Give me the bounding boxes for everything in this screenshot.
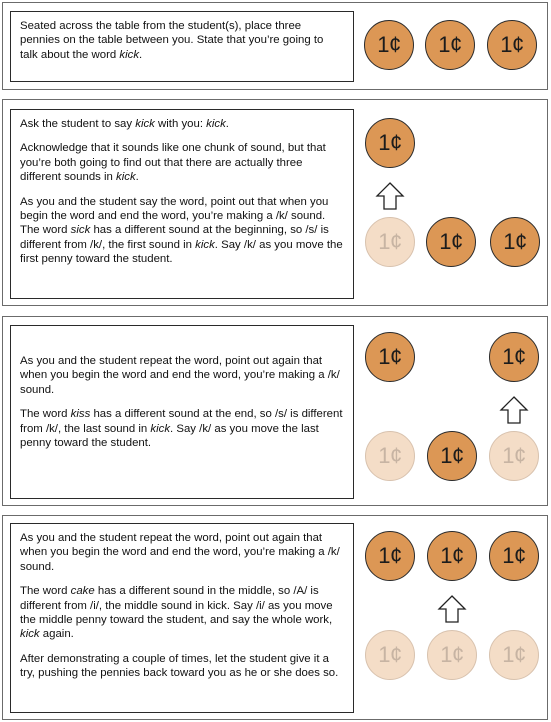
penny-label: 1¢ [378,229,402,254]
instruction-text: . Say /k/ as you move the first penny toward the student. [20,238,343,266]
penny-ghost-first [365,431,415,481]
instruction-paragraph [20,354,344,397]
instruction-text: After demonstrating a couple of times, let the student give it a try, pushing the pennies back toward you as he or she does so. [20,652,339,680]
penny-middle [427,431,477,481]
instruction-text: Acknowledge that it sounds like one chunk of sound, but that you’re both going to find out that there are actually three different sounds in [20,142,326,184]
instruction-text: As you and the student repeat the word, point out again that when you begin the word and end the word, you’re making a /k/ sound. [20,532,340,573]
penny-label: 1¢ [440,543,464,568]
example-word: kiss [70,408,91,421]
example-word: kick [20,628,40,641]
instruction-paragraph [20,584,344,642]
instruction-text: As you and the student say the word, point out that when you begin the word and end the word, you’re making a /k/ sound. The word [20,195,329,237]
step-3-panel [2,316,548,506]
step-2-panel [2,99,548,306]
arrow-up-icon [499,395,529,425]
instruction-text: with you: [154,118,207,130]
instruction-text: . [225,118,229,130]
penny-label: 1¢ [378,130,402,155]
instruction-text: . [135,171,139,184]
example-word: kick [119,48,140,61]
penny-label: 1¢ [440,642,464,667]
penny-label: 1¢ [500,32,524,57]
penny-label: 1¢ [439,229,463,254]
step-4-panel [2,515,548,720]
penny-label: 1¢ [502,344,526,369]
example-word: kick [135,118,155,130]
penny-ghost-last [489,431,539,481]
step-1-instructions [10,11,354,82]
penny-label: 1¢ [502,443,526,468]
penny-moved-last [489,332,539,382]
penny-right [490,217,540,267]
instruction-text: has a different sound in the middle, so /A/ is different from /i/, the middle sound in kick. Say /i/ as you move the middle penny toward the student, and say the whole work, [20,585,333,627]
instruction-text: . [139,48,143,61]
penny-label: 1¢ [378,344,402,369]
penny-ghost-first [365,217,415,267]
example-word: kick [150,422,171,435]
instruction-paragraph [20,19,344,62]
penny-right [487,20,537,70]
example-word: kick [195,238,215,251]
penny-label: 1¢ [378,642,402,667]
instruction-text: again. [39,628,74,641]
penny-moved-first [365,118,415,168]
penny-moved-first [365,531,415,581]
instruction-text: The word [20,408,71,421]
instruction-paragraph [20,652,344,681]
penny-label: 1¢ [440,443,464,468]
step-3-instructions [10,325,354,499]
penny-label: 1¢ [438,32,462,57]
instruction-paragraph [20,117,344,131]
penny-ghost-last [489,630,539,680]
penny-label: 1¢ [378,443,402,468]
penny-ghost-first [365,630,415,680]
penny-middle [425,20,475,70]
instruction-text: has a different sound at the end, so /s/ is different from /k/, the last sound in [20,408,343,435]
example-word: cake [70,585,95,598]
instruction-paragraph [20,141,344,184]
instruction-paragraph [20,407,344,450]
step-4-instructions [10,523,354,713]
penny-label: 1¢ [502,543,526,568]
arrow-up-icon [437,594,467,624]
step-2-instructions [10,109,354,299]
arrow-up-icon [375,181,405,211]
step-1-panel [2,2,548,90]
instruction-text: The word [20,585,71,598]
penny-label: 1¢ [503,229,527,254]
instruction-text: has a different sound at the beginning, so /s/ is different from /k/, the first sound in [20,224,329,251]
penny-middle [426,217,476,267]
penny-label: 1¢ [378,543,402,568]
instruction-text: As you and the student repeat the word, point out again that when you begin the word and end the word, you’re making a /k/ sound. [20,355,340,396]
instruction-text: . Say /k/ as you move the last penny toward the student. [20,422,319,450]
penny-moved-last [489,531,539,581]
penny-label: 1¢ [502,642,526,667]
instruction-paragraph [20,195,344,267]
penny-ghost-middle [427,630,477,680]
instruction-text: Seated across the table from the student(s), place three pennies on the table between you. State that you’re going to talk about the word [20,20,324,61]
instruction-paragraph [20,531,344,574]
penny-moved-middle [427,531,477,581]
penny-label: 1¢ [377,32,401,57]
penny-moved-first [365,332,415,382]
instruction-text: Ask the student to say [20,118,136,130]
example-word: kick [206,118,226,130]
example-word: kick [116,171,136,184]
example-word: sick [70,224,91,237]
penny-left [364,20,414,70]
